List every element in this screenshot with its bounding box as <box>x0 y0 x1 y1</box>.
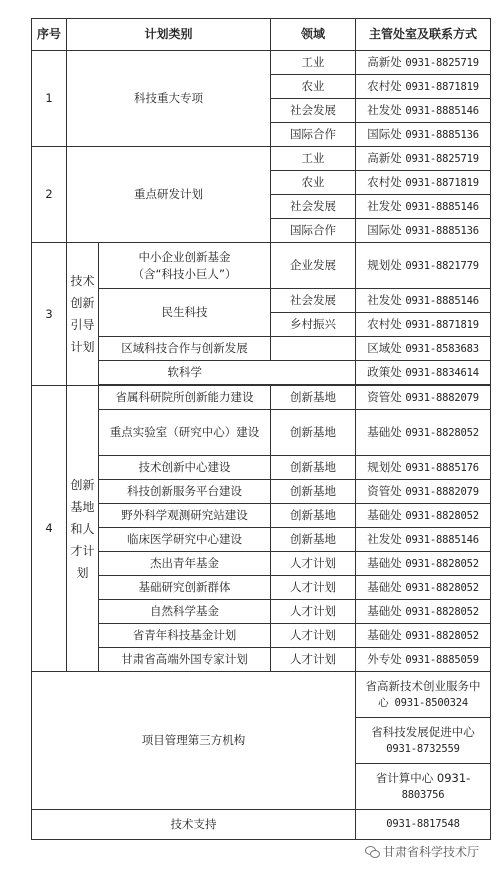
office-text: 农村处 <box>367 78 402 93</box>
field-cell: 人才计划 <box>271 576 356 600</box>
phone-text: 0931-8828052 <box>405 426 479 439</box>
org-line: 8803756 <box>401 788 445 801</box>
plan-name-cell: 杰出青年基金 <box>99 552 271 576</box>
phone-text: 0931-8825719 <box>405 152 479 165</box>
contact-cell <box>356 672 491 718</box>
table-row <box>32 504 491 528</box>
contact-cell <box>356 337 491 361</box>
contact-cell <box>356 410 491 456</box>
field-cell: 创新基地 <box>271 386 356 410</box>
table-row <box>32 147 491 171</box>
phone-text: 0931-8882079 <box>405 391 479 404</box>
phone-text: 0931-8871819 <box>405 80 479 93</box>
header-seq: 序号 <box>32 19 67 51</box>
field-cell: 人才计划 <box>271 648 356 672</box>
office-text: 农村处 <box>367 316 402 331</box>
contact-cell <box>356 576 491 600</box>
phone-text: 0931-8828052 <box>405 557 479 570</box>
table-row <box>32 289 491 313</box>
subcategory-line: 和人 <box>70 521 95 536</box>
category-cell: 技术支持 <box>32 810 356 840</box>
table-row <box>32 337 491 361</box>
table-row <box>32 456 491 480</box>
office-text: 资管处 <box>367 389 402 404</box>
phone-text: 0931-8885059 <box>405 653 479 666</box>
contact-cell <box>356 718 491 764</box>
seq-cell: 3 <box>32 243 67 386</box>
org-line: 省科技发展促进中心 <box>371 724 475 739</box>
office-text: 社发处 <box>367 102 402 117</box>
field-cell: 创新基地 <box>271 410 356 456</box>
org-line: 省计算中心 0931- <box>375 770 471 785</box>
subcategory-line: 技术 <box>70 274 95 288</box>
field-cell: 工业 <box>271 147 356 171</box>
subcategory-line: 划 <box>76 565 89 580</box>
office-text: 资管处 <box>367 483 402 498</box>
table-row <box>32 576 491 600</box>
org-line: 省高新技术创业服务中 <box>365 678 481 693</box>
field-cell: 国际合作 <box>271 219 356 243</box>
field-cell: 创新基地 <box>271 504 356 528</box>
field-cell: 农业 <box>271 171 356 195</box>
header-category: 计划类别 <box>67 19 271 51</box>
contact-cell <box>356 456 491 480</box>
subcategory-line: 创新 <box>70 296 95 310</box>
header-field: 领域 <box>271 19 356 51</box>
phone-text: 0931-8828052 <box>405 509 479 522</box>
field-cell: 乡村振兴 <box>271 313 356 337</box>
office-text: 基础处 <box>367 579 402 594</box>
table-row <box>32 528 491 552</box>
office-text: 基础处 <box>367 424 402 439</box>
office-text: 社发处 <box>367 292 402 307</box>
phone-text: 0931-8828052 <box>405 629 479 642</box>
plan-name-cell: 省属科研院所创新能力建设 <box>99 386 271 410</box>
org-line: 心 0931-8500324 <box>378 696 468 709</box>
field-cell: 创新基地 <box>271 456 356 480</box>
office-text: 国际处 <box>367 126 402 141</box>
plan-name-cell: 临床医学研究中心建设 <box>99 528 271 552</box>
office-text: 区域处 <box>367 340 402 355</box>
phone-text: 0931-8885176 <box>405 461 479 474</box>
field-cell: 人才计划 <box>271 600 356 624</box>
office-text: 基础处 <box>367 603 402 618</box>
field-cell: 农业 <box>271 75 356 99</box>
table-row <box>32 361 491 385</box>
office-text: 基础处 <box>367 627 402 642</box>
contact-cell <box>356 504 491 528</box>
field-cell: 社会发展 <box>271 99 356 123</box>
contact-cell <box>356 480 491 504</box>
table-row <box>32 624 491 648</box>
field-cell: 创新基地 <box>271 528 356 552</box>
plan-name-line: 中小企业创新基金 <box>138 249 231 264</box>
field-cell: 社会发展 <box>271 289 356 313</box>
table-row <box>32 810 491 840</box>
plan-name-cell: 基础研究创新群体 <box>99 576 271 600</box>
plan-contact-table <box>31 18 491 840</box>
phone-text: 0931-8885146 <box>405 294 479 307</box>
plan-name-cell: 科技创新服务平台建设 <box>99 480 271 504</box>
phone-text: 0931-8885146 <box>405 533 479 546</box>
office-text: 国际处 <box>367 222 402 237</box>
office-text: 高新处 <box>367 150 402 165</box>
phone-text: 0931-8885136 <box>405 224 479 237</box>
field-cell <box>271 361 356 385</box>
field-cell: 企业发展 <box>271 243 356 289</box>
category-cell: 科技重大专项 <box>67 51 271 147</box>
plan-name-cell: 区域科技合作与创新发展 <box>99 337 271 361</box>
contact-cell <box>356 51 491 75</box>
plan-name-cell: 重点实验室（研究中心）建设 <box>99 410 271 456</box>
footer-text: 甘肃省科学技术厅 <box>383 845 480 859</box>
subcategory-line: 计划 <box>70 340 95 354</box>
field-cell: 国际合作 <box>271 123 356 147</box>
table-row <box>32 386 491 410</box>
seq-cell: 4 <box>32 386 67 672</box>
office-text: 农村处 <box>367 174 402 189</box>
contact-cell <box>356 123 491 147</box>
contact-cell <box>356 600 491 624</box>
seq-cell: 1 <box>32 51 67 147</box>
contact-cell <box>356 219 491 243</box>
contact-cell <box>356 361 491 385</box>
contact-cell <box>356 171 491 195</box>
subcategory-cell <box>67 243 99 386</box>
phone-text: 0931-8871819 <box>405 318 479 331</box>
plan-name-cell: 软科学 <box>99 361 271 385</box>
office-text: 规划处 <box>367 459 402 474</box>
office-text: 基础处 <box>367 507 402 522</box>
table-row <box>32 648 491 672</box>
phone-text: 0931-8583683 <box>405 342 479 355</box>
field-cell: 人才计划 <box>271 552 356 576</box>
header-contact: 主管处室及联系方式 <box>356 19 491 51</box>
phone-text: 0931-8834614 <box>405 366 479 379</box>
office-text: 基础处 <box>367 555 402 570</box>
office-text: 规划处 <box>367 257 402 272</box>
phone-text: 0931-8885146 <box>405 200 479 213</box>
field-cell: 工业 <box>271 51 356 75</box>
phone-text: 0931-8821779 <box>405 259 479 272</box>
table-row <box>32 600 491 624</box>
office-text: 社发处 <box>367 198 402 213</box>
contact-cell <box>356 243 491 289</box>
contact-cell <box>356 386 491 410</box>
table-row <box>32 243 491 289</box>
subcategory-cell <box>67 386 99 672</box>
category-cell: 项目管理第三方机构 <box>32 672 356 810</box>
office-text: 政策处 <box>367 364 402 379</box>
header-row <box>32 19 491 51</box>
field-cell: 社会发展 <box>271 195 356 219</box>
office-text: 社发处 <box>367 531 402 546</box>
contact-cell <box>356 289 491 313</box>
field-cell: 创新基地 <box>271 480 356 504</box>
phone-text: 0931-8885136 <box>405 128 479 141</box>
phone-text: 0931-8828052 <box>405 605 479 618</box>
plan-name-cell: 甘肃省高端外国专家计划 <box>99 648 271 672</box>
plan-name-cell: 民生科技 <box>99 289 271 337</box>
subcategory-line: 才计 <box>70 543 95 558</box>
contact-cell <box>356 147 491 171</box>
contact-cell <box>356 764 491 810</box>
table-row <box>32 672 491 718</box>
phone-text: 0931-8885146 <box>405 104 479 117</box>
table-row <box>32 552 491 576</box>
table-row <box>32 480 491 504</box>
table-row <box>32 410 491 456</box>
category-cell: 重点研发计划 <box>67 147 271 243</box>
contact-cell <box>356 552 491 576</box>
subcategory-line: 创新 <box>70 477 95 492</box>
table-row <box>32 51 491 75</box>
contact-cell <box>356 528 491 552</box>
phone-text: 0931-8882079 <box>405 485 479 498</box>
contact-cell <box>356 648 491 672</box>
contact-cell <box>356 99 491 123</box>
field-cell: 人才计划 <box>271 624 356 648</box>
wechat-icon <box>365 846 379 857</box>
subcategory-line: 基地 <box>70 499 95 514</box>
contact-cell <box>356 313 491 337</box>
phone-text: 0931-8871819 <box>405 176 479 189</box>
phone-text: 0931-8817548 <box>356 810 491 840</box>
phone-text: 0931-8828052 <box>405 581 479 594</box>
plan-name-line: （含“科技小巨人”） <box>132 266 237 281</box>
plan-name-cell: 省青年科技基金计划 <box>99 624 271 648</box>
org-line: 0931-8732559 <box>386 742 460 755</box>
office-text: 外专处 <box>367 651 402 666</box>
office-text: 高新处 <box>367 54 402 69</box>
plan-name-cell <box>99 243 271 289</box>
plan-name-cell: 技术创新中心建设 <box>99 456 271 480</box>
contact-cell <box>356 195 491 219</box>
plan-name-cell: 野外科学观测研究站建设 <box>99 504 271 528</box>
subcategory-line: 引导 <box>70 318 95 332</box>
contact-cell <box>356 624 491 648</box>
footer-watermark <box>365 843 479 860</box>
plan-name-cell: 自然科学基金 <box>99 600 271 624</box>
field-cell <box>271 337 356 361</box>
phone-text: 0931-8825719 <box>405 56 479 69</box>
contact-cell <box>356 75 491 99</box>
seq-cell: 2 <box>32 147 67 243</box>
